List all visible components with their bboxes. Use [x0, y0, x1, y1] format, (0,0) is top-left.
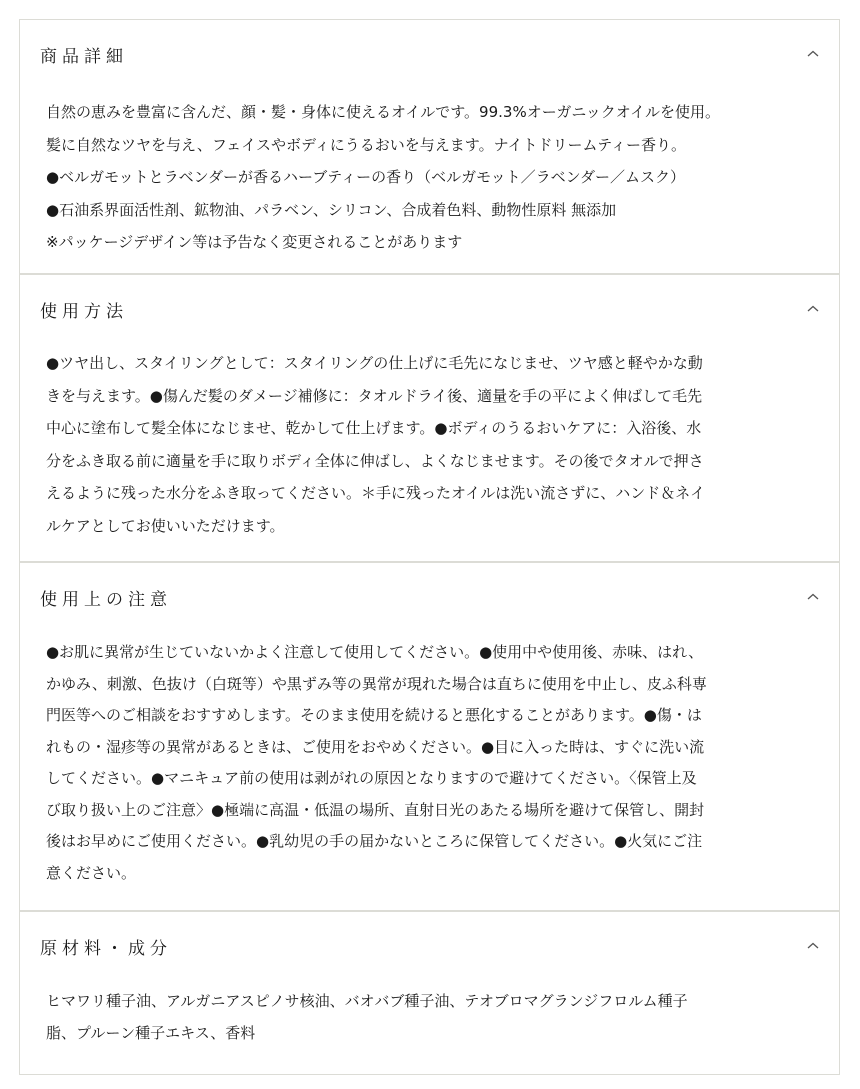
chevron-up-icon[interactable] — [805, 940, 821, 952]
body-line: 後はお早めにご使用ください。●乳幼児の手の届かないところに保管してください。●火気にご注 — [46, 832, 703, 850]
body-line: ●ベルガモットとラベンダーが香るハーブティーの香り（ベルガモット／ラベンダー／ムスク） — [46, 168, 686, 186]
chevron-up-icon[interactable] — [805, 303, 821, 315]
body-line: してください。●マニキュア前の使用は剥がれの原因となりますので避けてください。〈保管上及 — [46, 769, 697, 787]
body-line: 自然の恵みを豊富に含んだ、顔・髪・身体に使えるオイルです。99.3%オーガニックオイルを使用。 — [46, 103, 721, 121]
body-line: 髪に自然なツヤを与え、フェイスやボディにうるおいを与えます。ナイトドリームティー香り。 — [46, 135, 687, 154]
section-body — [46, 96, 817, 259]
body-line: ルケアとしてお使いいただけます。 — [46, 516, 285, 535]
body-line: ヒマワリ種子油、アルガニアスピノサ核油、バオバブ種子油、テオブロマグランジフロルム種子 — [46, 992, 688, 1010]
body-line: ●石油系界面活性剤、鉱物油、パラベン、シリコン、合成着色料、動物性原料 無添加 — [46, 200, 617, 219]
body-line: 中心に塗布して髪全体になじませ、乾かして仕上げます。●ボディのうるおいケアに：入浴後、水 — [46, 419, 702, 437]
section-title: 使用方法 — [40, 302, 128, 322]
body-line: かゆみ、刺激、色抜け（白斑等）や黒ずみ等の異常が現れた場合は直ちに使用を中止し、皮ふ科専 — [46, 674, 707, 693]
accordion-header-precautions[interactable] — [20, 563, 839, 639]
body-line: ●ツヤ出し、スタイリングとして：スタイリングの仕上げに毛先になじませ、ツヤ感と軽やかな動 — [46, 354, 703, 372]
accordion-section-how-to-use — [19, 274, 840, 562]
body-line: きを与えます。●傷んだ髪のダメージ補修に：タオルドライ後、適量を手の平によく伸ばして毛先 — [46, 386, 703, 405]
chevron-up-icon[interactable] — [805, 591, 821, 603]
accordion-section-precautions — [19, 562, 840, 911]
accordion-section-ingredients — [19, 911, 840, 1075]
section-title: 使用上の注意 — [40, 590, 172, 610]
body-line: ※パッケージデザイン等は予告なく変更されることがあります — [46, 233, 463, 251]
body-line: ●お肌に異常が生じていないかよく注意して使用してください。●使用中や使用後、赤味、はれ、 — [46, 643, 704, 661]
body-line: 脂、プルーン種子エキス、香料 — [46, 1024, 256, 1042]
section-body — [46, 347, 817, 542]
body-line: れもの・湿疹等の異常があるときは、ご使用をおやめください。●目に入った時は、すぐに洗い流 — [46, 737, 705, 756]
accordion-header-how-to-use[interactable] — [20, 275, 839, 351]
accordion-section-product-details — [19, 19, 840, 274]
section-title: 商品詳細 — [40, 47, 128, 67]
body-line: えるように残った水分をふき取ってください。＊手に残ったオイルは洗い流さずに、ハンド＆ネイ — [46, 484, 705, 502]
body-line: 門医等へのご相談をおすすめします。そのまま使用を続けると悪化することがあります。●傷・は — [46, 706, 702, 724]
body-line: び取り扱い上のご注意〉●極端に高温・低温の場所、直射日光のあたる場所を避けて保管し、開封 — [46, 800, 705, 819]
body-line: 意ください。 — [46, 863, 137, 882]
section-title: 原材料・成分 — [40, 939, 172, 959]
section-body — [46, 637, 817, 889]
chevron-up-icon[interactable] — [805, 48, 821, 60]
section-body — [46, 985, 817, 1049]
body-line: 分をふき取る前に適量を手に取りボディ全体に伸ばし、よくなじませます。その後でタオルで押さ — [46, 451, 704, 470]
accordion-header-ingredients[interactable] — [20, 912, 839, 988]
accordion-header-product-details[interactable] — [20, 20, 839, 96]
